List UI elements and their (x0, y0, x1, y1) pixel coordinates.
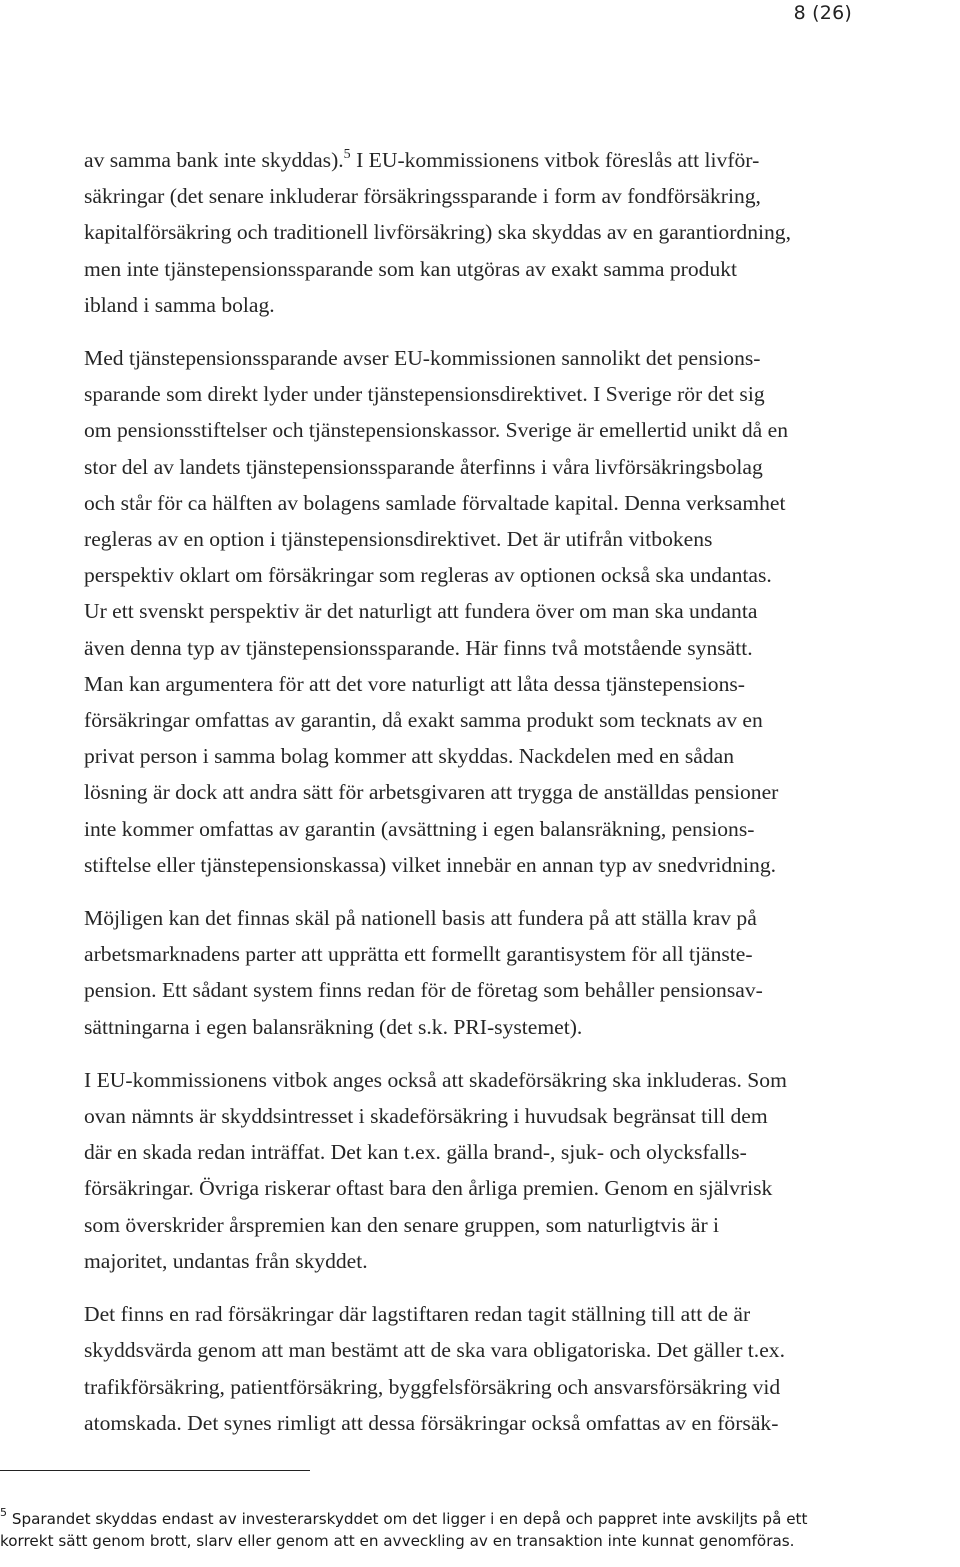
text-line: Man kan argumentera för att det vore naturligt att låta dessa tjänstepensions- (84, 671, 745, 696)
text-line: atomskada. Det synes rimligt att dessa försäkringar också omfattas av en försäk- (84, 1410, 779, 1435)
text-line: pension. Ett sådant system finns redan för de företag som behåller pensionsav- (84, 978, 763, 1003)
text-line: lösning är dock att andra sätt för arbetsgivaren att trygga de anställdas pensioner (84, 780, 779, 805)
text-line: om pensionsstiftelser och tjänstepensionskassor. Sverige är emellertid unikt då en (84, 418, 789, 443)
text-line: sättningarna i egen balansräkning (det s.k. PRI-systemet). (84, 1014, 583, 1039)
footnote (0, 1508, 958, 1552)
text-line: försäkringar omfattas av garantin, då exakt samma produkt som tecknats av en (84, 708, 763, 733)
footnote-line (0, 1508, 958, 1530)
document-body (84, 142, 956, 1441)
footnote-text: Sparandet skyddas endast av investerarskyddet om det ligger i en depå och pappret inte avskiljts på ett (7, 1510, 808, 1528)
footnote-reference[interactable]: 5 (343, 147, 351, 162)
text-line: försäkringar. Övriga riskerar oftast bara den årliga premien. Genom en självrisk (84, 1176, 773, 1201)
paragraph (84, 1062, 956, 1279)
text-line: men inte tjänstepensionssparande som kan utgöras av exakt samma produkt (84, 256, 738, 281)
text-line: arbetsmarknadens parter att upprätta ett formellt garantisystem för all tjänste- (84, 942, 753, 967)
paragraph-gap (84, 883, 956, 900)
text-line: Möjligen kan det finnas skäl på nationell basis att fundera på att ställa krav på (84, 906, 757, 931)
footnote-number: 5 (0, 1506, 7, 1519)
paragraph-gap (84, 1045, 956, 1062)
text-line (84, 142, 956, 178)
paragraph (84, 340, 956, 883)
text-line: ibland i samma bolag. (84, 292, 275, 317)
paragraph-gap (84, 1279, 956, 1296)
text-line: majoritet, undantas från skyddet. (84, 1248, 368, 1273)
text-fragment: I EU-kommissionens vitbok föreslås att livför- (350, 148, 760, 172)
text-line: I EU-kommissionens vitbok anges också att skadeförsäkring ska inkluderas. Som (84, 1067, 787, 1092)
text-fragment: av samma bank inte skyddas). (84, 148, 344, 172)
text-line: perspektiv oklart om försäkringar som regleras av optionen också ska undantas. (84, 563, 772, 588)
text-line: ovan nämnts är skyddsintresset i skadeförsäkring i huvudsak begränsat till dem (84, 1104, 768, 1129)
text-line: Det finns en rad försäkringar där lagstiftaren redan tagit ställning till att de är (84, 1302, 751, 1327)
footnote-separator (0, 1470, 310, 1471)
text-line: Med tjänstepensionssparande avser EU-kommissionen sannolikt det pensions- (84, 346, 761, 371)
text-line: inte kommer omfattas av garantin (avsättning i egen balansräkning, pensions- (84, 816, 755, 841)
footnote-line: korrekt sätt genom brott, slarv eller genom att en avveckling av en transaktion inte kunnat genomföras. (0, 1532, 795, 1550)
text-line: som överskrider årspremien kan den senare gruppen, som naturligtvis är i (84, 1212, 720, 1237)
text-line: sparande som direkt lyder under tjänstepensionsdirektivet. I Sverige rör det sig (84, 382, 765, 407)
text-line: stiftelse eller tjänstepensionskassa) vilket innebär en annan typ av snedvridning. (84, 852, 777, 877)
text-line: skyddsvärda genom att man bestämt att de ska vara obligatoriska. Det gäller t.ex. (84, 1338, 785, 1363)
paragraph (84, 1296, 956, 1441)
text-line: där en skada redan inträffat. Det kan t.ex. gälla brand-, sjuk- och olycksfalls- (84, 1140, 747, 1165)
text-line: kapitalförsäkring och traditionell livförsäkring) ska skyddas av en garantiordning, (84, 220, 792, 245)
text-line: regleras av en option i tjänstepensionsdirektivet. Det är utifrån vitbokens (84, 527, 713, 552)
text-line: säkringar (det senare inkluderar försäkringssparande i form av fondförsäkring, (84, 184, 761, 209)
text-line: och står för ca hälften av bolagens samlade förvaltade kapital. Denna verksamhet (84, 490, 786, 515)
text-line: privat person i samma bolag kommer att skyddas. Nackdelen med en sådan (84, 744, 735, 769)
page-number: 8 (26) (793, 2, 852, 24)
text-line: trafikförsäkring, patientförsäkring, byggfelsförsäkring och ansvarsförsäkring vid (84, 1374, 781, 1399)
paragraph (84, 900, 956, 1045)
text-line: även denna typ av tjänstepensionssparande. Här finns två motstående synsätt. (84, 635, 753, 660)
paragraph (84, 142, 956, 323)
text-line: stor del av landets tjänstepensionssparande återfinns i våra livförsäkringsbolag (84, 454, 763, 479)
text-line: Ur ett svenskt perspektiv är det naturligt att fundera över om man ska undanta (84, 599, 758, 624)
paragraph-gap (84, 323, 956, 340)
